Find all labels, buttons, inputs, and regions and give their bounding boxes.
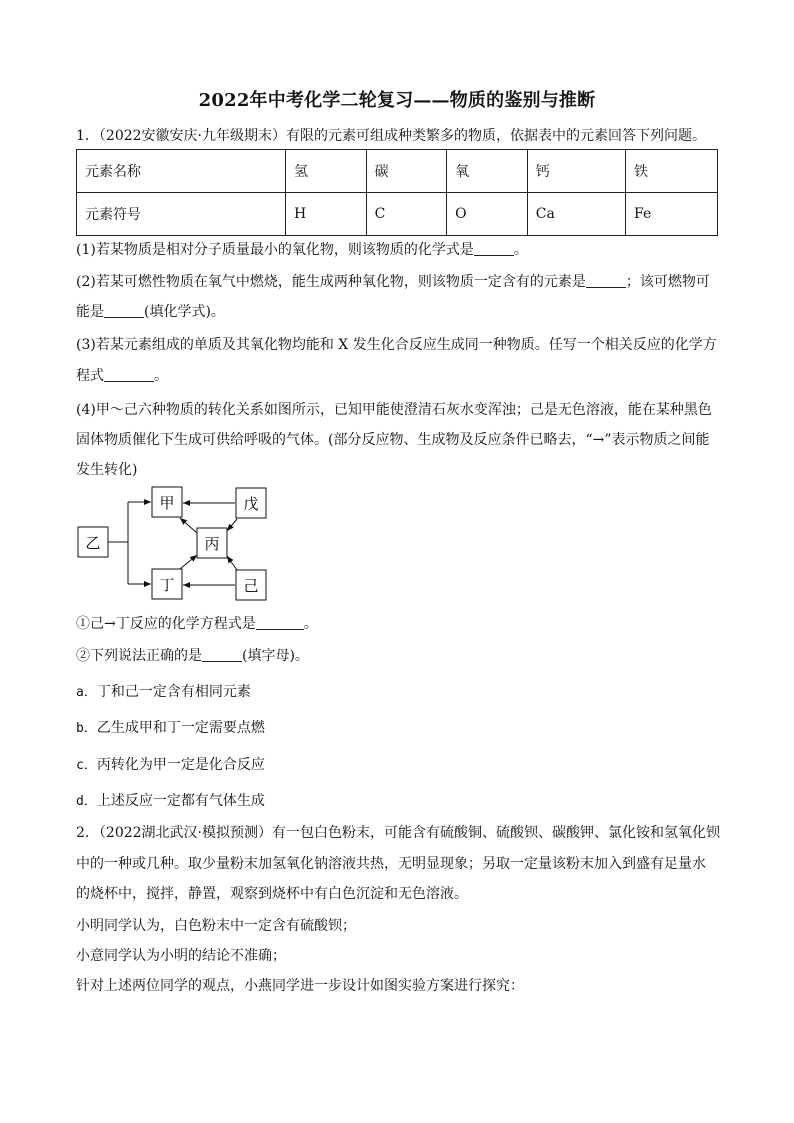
table-row <box>77 193 718 236</box>
table-row <box>77 150 718 193</box>
conversion-diagram <box>76 485 316 610</box>
question-1-part-1: (1)若某物质是相对分子质量最小的氧化物，则该物质的化学式是 。 <box>76 242 528 258</box>
arrow-bing-jia <box>180 518 197 533</box>
question-1-part-4-cont2: 发生转化) <box>76 462 138 478</box>
question-2-line-5: 小意同学认为小明的结论不准确； <box>76 948 286 964</box>
label-jia: 甲 <box>159 494 175 512</box>
element-table <box>76 149 718 236</box>
table-cell: 碳 <box>366 150 447 193</box>
arrow-ding-bing <box>180 555 197 569</box>
table-cell: 元素符号 <box>77 193 286 236</box>
table-cell: Ca <box>527 193 625 236</box>
arrow-wu-bing <box>227 519 237 531</box>
answer-blank[interactable] <box>104 367 154 382</box>
question-2-line-1: 2．（2022湖北武汉·模拟预测）有一包白色粉末，可能含有硫酸铜、硫酸钡、碳酸钾、氯化铵和氢氧化钡 <box>76 825 720 841</box>
question-2-line-2: 中的一种或几种。取少量粉末加氢氧化钠溶液共热，无明显现象；另取一定量该粉末加入到盛有足量水 <box>76 856 706 872</box>
page-title: 2022年中考化学二轮复习——物质的鉴别与推断 <box>198 90 596 111</box>
table-cell: 氢 <box>286 150 367 193</box>
question-1-part-4: (4)甲～己六种物质的转化关系如图所示，已知甲能使澄清石灰水变浑浊；己是无色溶液，能在某种黑色 <box>76 402 712 418</box>
table-cell: O <box>447 193 528 236</box>
option-b[interactable]: b．乙生成甲和丁一定需要点燃 <box>76 720 265 736</box>
label-bing: 丙 <box>204 535 220 553</box>
label-wu: 戊 <box>243 495 259 513</box>
table-cell: 钙 <box>527 150 625 193</box>
option-d[interactable]: d．上述反应一定都有气体生成 <box>76 793 265 809</box>
label-yi: 乙 <box>85 534 101 552</box>
answer-blank[interactable] <box>104 303 144 318</box>
label-ding: 丁 <box>159 576 175 594</box>
question-1-part-2: (2)若某可燃性物质在氧气中燃烧，能生成两种氧化物，则该物质一定含有的元素是 ；该可燃物可 <box>76 274 710 290</box>
sub-question-2: ②下列说法正确的是 (填字母)。 <box>76 648 309 664</box>
answer-blank[interactable] <box>202 647 242 662</box>
question-1-intro: 1．（2022安徽安庆·九年级期末）有限的元素可组成种类繁多的物质，依据表中的元素回答下列问题。 <box>76 128 706 144</box>
question-2-line-3: 的烧杯中，搅拌，静置，观察到烧杯中有白色沉淀和无色溶液。 <box>76 886 468 902</box>
table-cell: 元素名称 <box>77 150 286 193</box>
option-c[interactable]: c．丙转化为甲一定是化合反应 <box>76 757 265 773</box>
option-a[interactable]: a．丁和己一定含有相同元素 <box>76 684 251 700</box>
question-1-part-2-cont: 能是 (填化学式)。 <box>76 304 225 320</box>
table-cell: H <box>286 193 367 236</box>
answer-blank[interactable] <box>256 615 304 630</box>
question-2-line-4: 小明同学认为，白色粉末中一定含有硫酸钡； <box>76 918 356 934</box>
table-cell: Fe <box>626 193 718 236</box>
answer-blank[interactable] <box>586 273 626 288</box>
question-1-part-4-cont: 固体物质催化下生成可供给呼吸的气体。(部分反应物、生成物及反应条件已略去，“→”表示物质之间能 <box>76 432 710 448</box>
table-cell: 氧 <box>447 150 528 193</box>
arrow-ji-bing <box>227 556 237 570</box>
answer-blank[interactable] <box>474 241 514 256</box>
question-2-line-6: 针对上述两位同学的观点，小燕同学进一步设计如图实验方案进行探究： <box>76 978 524 994</box>
sub-question-1: ①己→丁反应的化学方程式是 。 <box>76 616 318 632</box>
table-cell: 铁 <box>626 150 718 193</box>
question-1-part-3-cont: 程式 。 <box>76 368 168 384</box>
question-1-part-3: (3)若某元素组成的单质及其氧化物均能和 X 发生化合反应生成同一种物质。任写一个相关反应的化学方 <box>76 337 717 353</box>
table-cell: C <box>366 193 447 236</box>
label-ji: 己 <box>243 577 259 595</box>
